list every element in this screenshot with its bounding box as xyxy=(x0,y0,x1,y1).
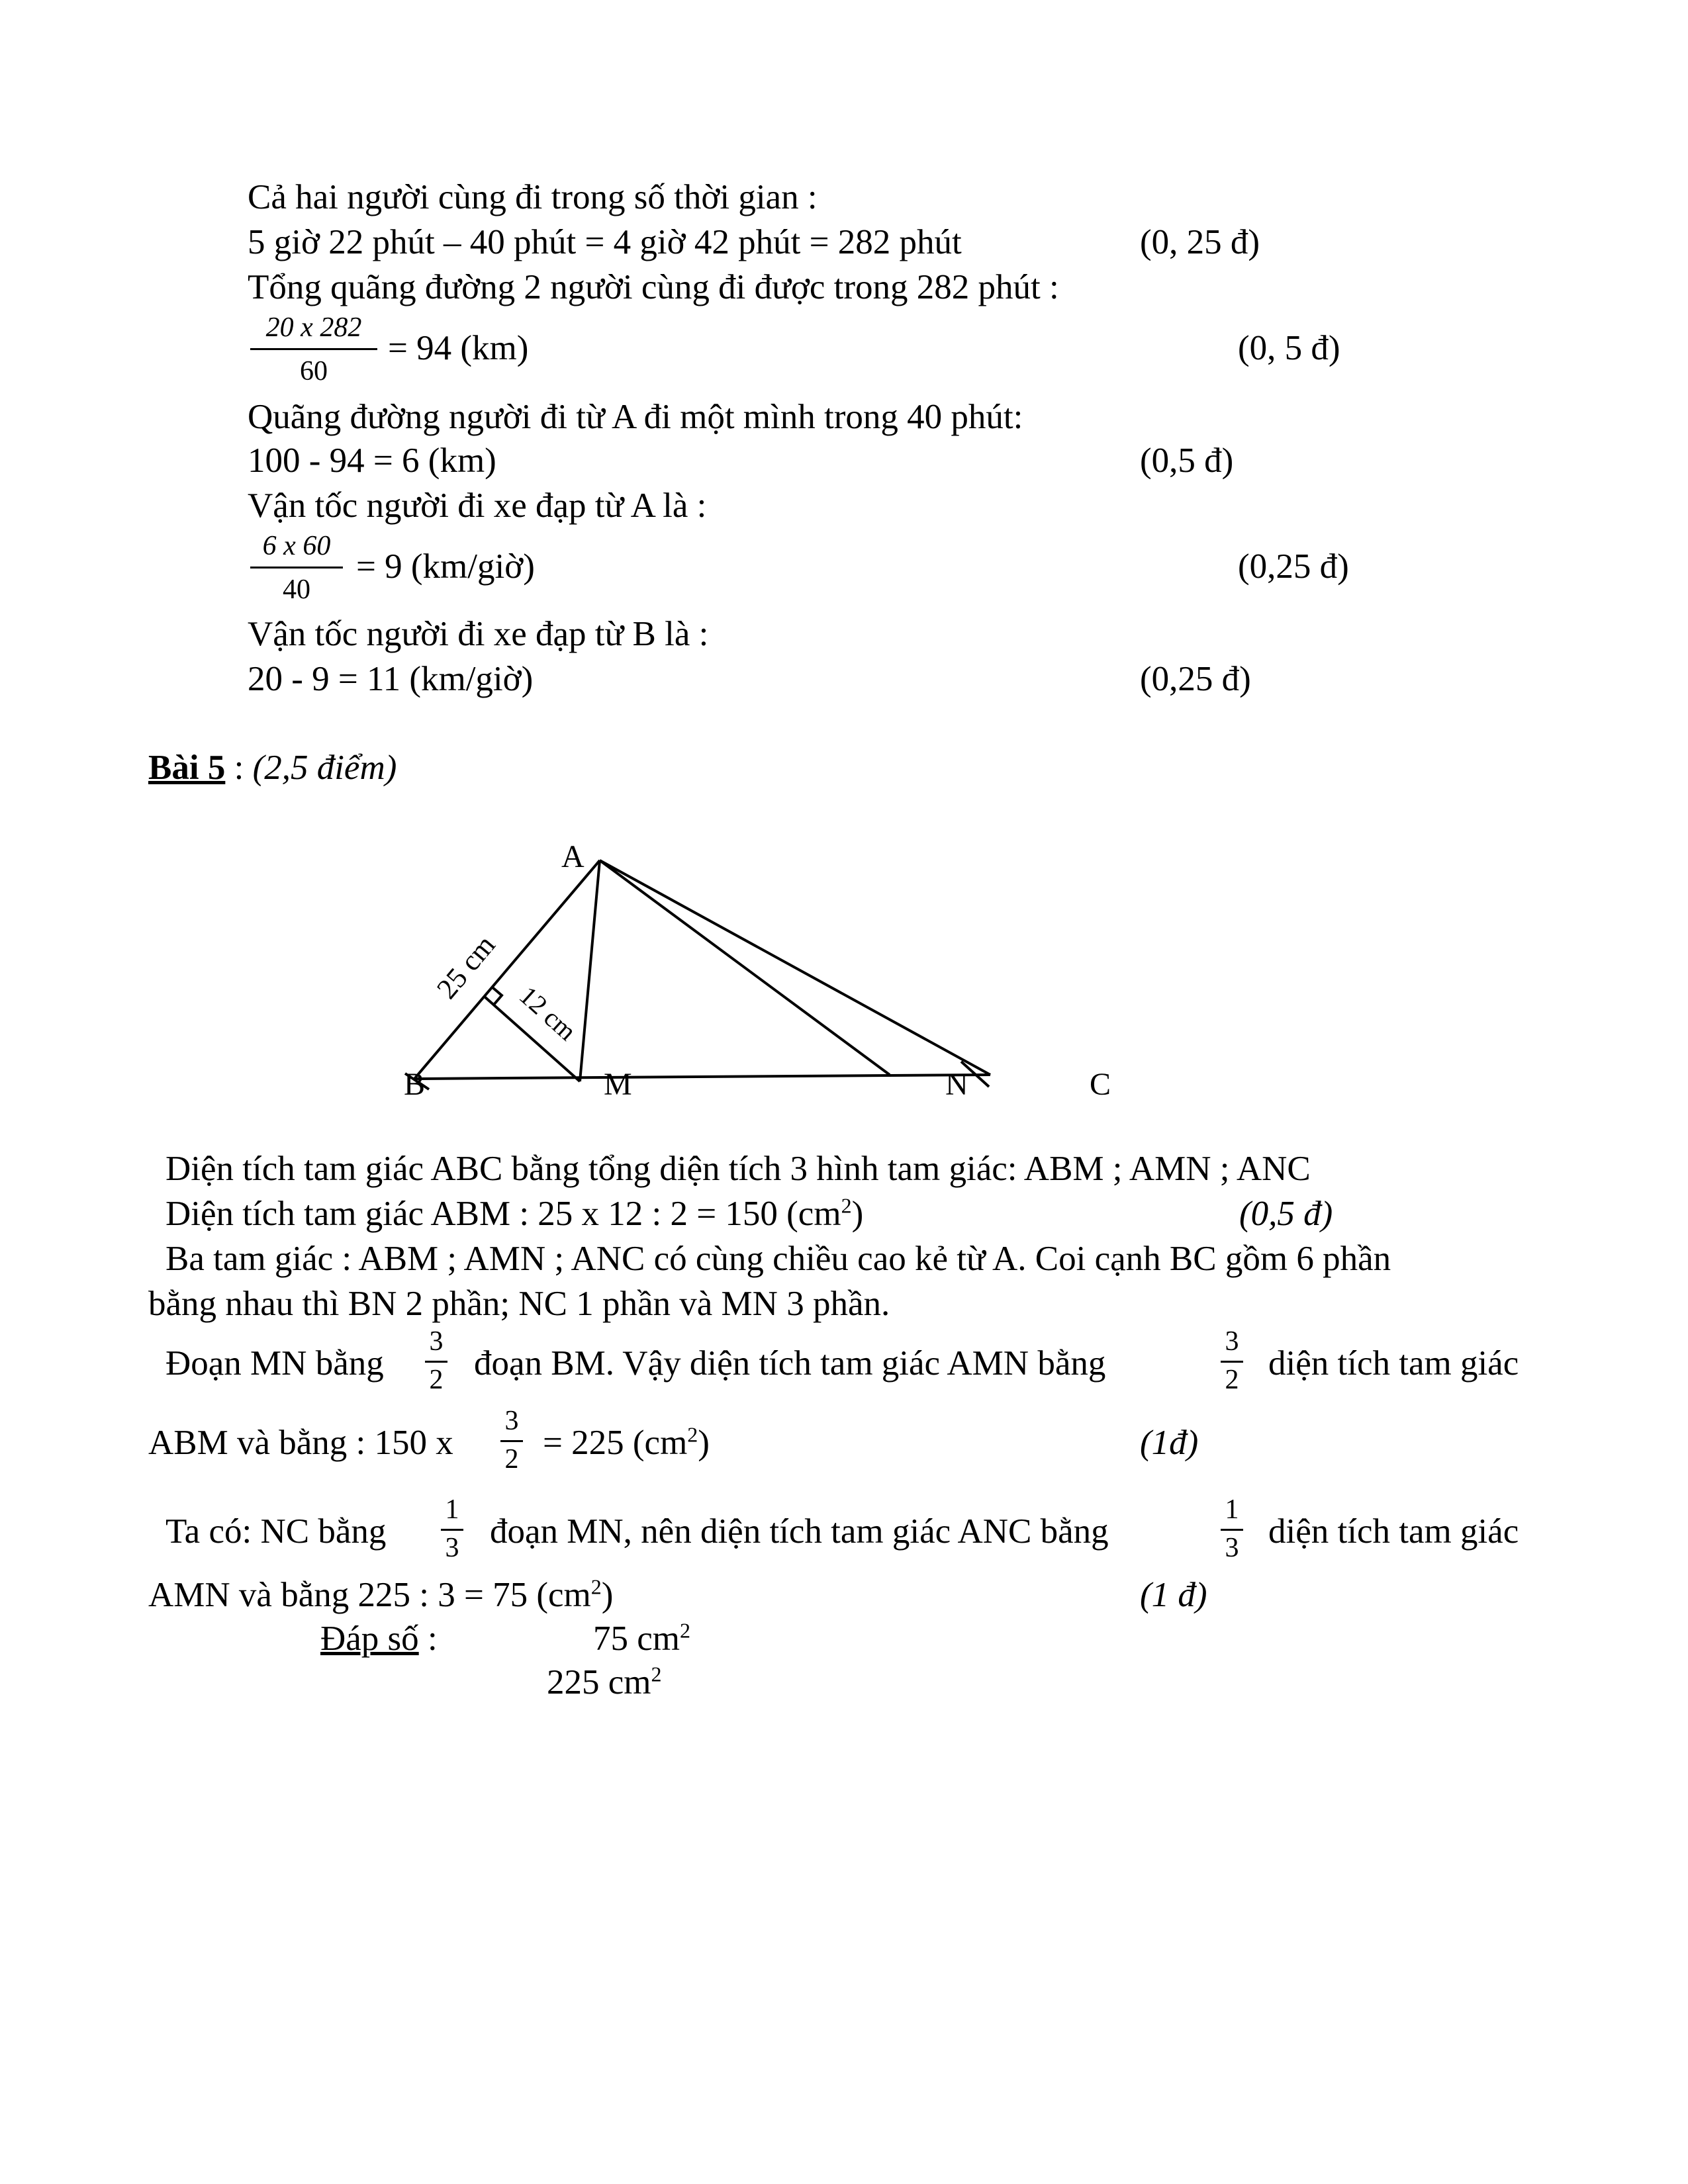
score-note: (0,25 đ) xyxy=(1238,547,1349,586)
section-title-sep: : xyxy=(225,749,253,787)
text-line: Cả hai người cùng đi trong số thời gian : xyxy=(248,178,818,216)
fraction-numerator: 3 xyxy=(429,1326,444,1357)
segment-an xyxy=(600,860,890,1075)
text-line xyxy=(165,1194,863,1234)
text-segment: đoạn BM. Vậy diện tích tam giác AMN bằng xyxy=(474,1344,1106,1383)
text-segment: Đoạn MN bằng xyxy=(165,1344,384,1383)
fraction-bar xyxy=(425,1361,447,1363)
section-title-score: (2,5 điểm) xyxy=(252,749,397,787)
text-segment: Diện tích tam giác ABM : 25 x 12 : 2 = 150 (cm xyxy=(165,1195,841,1233)
segment-ac xyxy=(600,860,990,1075)
fraction-numerator: 20 x 282 xyxy=(265,312,362,343)
superscript: 2 xyxy=(687,1422,698,1447)
answer-label-text: Đáp số xyxy=(320,1619,419,1658)
text-line: = 9 (km/giờ) xyxy=(356,547,535,586)
text-segment: ) xyxy=(698,1424,710,1462)
text-line: Vận tốc người đi xe đạp từ A là : xyxy=(248,486,707,525)
text-segment: ) xyxy=(851,1195,864,1233)
superscript: 2 xyxy=(841,1193,852,1218)
answer-value xyxy=(593,1619,690,1659)
label-m: M xyxy=(604,1067,632,1102)
segment-bc xyxy=(414,1075,990,1079)
text-segment: 225 cm xyxy=(547,1663,651,1702)
text-segment: diện tích tam giác xyxy=(1268,1344,1519,1383)
fraction-numerator: 3 xyxy=(1225,1326,1239,1357)
answer-value xyxy=(547,1662,662,1702)
fraction-denominator: 2 xyxy=(429,1365,444,1395)
text-line xyxy=(148,1575,613,1615)
height-length-label: 12 cm xyxy=(513,980,583,1046)
score-note: (1 đ) xyxy=(1140,1576,1207,1614)
text-line: Vận tốc người đi xe đạp từ B là : xyxy=(248,615,709,653)
score-note: (0, 25 đ) xyxy=(1140,223,1260,261)
fraction-numerator: 6 x 60 xyxy=(262,531,331,561)
text-segment: AMN và bằng 225 : 3 = 75 (cm xyxy=(148,1576,591,1614)
text-segment: đoạn MN, nên diện tích tam giác ANC bằng xyxy=(490,1512,1109,1551)
text-segment: Ta có: NC bằng xyxy=(165,1512,387,1551)
text-line: = 94 (km) xyxy=(388,329,529,367)
fraction-bar xyxy=(500,1440,523,1442)
text-segment: diện tích tam giác xyxy=(1268,1512,1519,1551)
side-length-label: 25 cm xyxy=(430,929,502,1005)
text-line: Tổng quãng đường 2 người cùng đi được trong 282 phút : xyxy=(248,268,1059,306)
fraction-denominator: 40 xyxy=(283,574,310,605)
superscript: 2 xyxy=(651,1662,662,1686)
score-note: (0,5 đ) xyxy=(1239,1195,1333,1233)
section-title-label: Bài 5 xyxy=(148,749,226,787)
text-line: 100 - 94 = 6 (km) xyxy=(248,441,496,480)
fraction-denominator: 2 xyxy=(1225,1365,1239,1395)
score-note: (0,5 đ) xyxy=(1140,441,1234,480)
right-angle-mark xyxy=(492,987,502,1005)
label-b: B xyxy=(404,1067,426,1102)
text-line xyxy=(543,1423,710,1463)
text-line: Ba tam giác : ABM ; AMN ; ANC có cùng chiều cao kẻ từ A. Coi cạnh BC gồm 6 phần xyxy=(165,1240,1391,1278)
fraction-denominator: 3 xyxy=(445,1533,459,1563)
text-line: bằng nhau thì BN 2 phần; NC 1 phần và MN 3 phần. xyxy=(148,1285,890,1323)
label-c: C xyxy=(1090,1067,1111,1102)
text-line: Diện tích tam giác ABC bằng tổng diện tích 3 hình tam giác: ABM ; AMN ; ANC xyxy=(165,1150,1311,1188)
fraction-denominator: 60 xyxy=(300,356,328,387)
fraction-numerator: 1 xyxy=(445,1494,459,1525)
fraction-bar xyxy=(441,1529,463,1531)
fraction-numerator: 3 xyxy=(504,1406,519,1436)
label-a: A xyxy=(561,839,585,874)
fraction-denominator: 3 xyxy=(1225,1533,1239,1563)
label-n: N xyxy=(945,1067,968,1102)
text-segment: = 225 (cm xyxy=(543,1424,688,1462)
text-line: 5 giờ 22 phút – 40 phút = 4 giờ 42 phút = 282 phút xyxy=(248,223,962,261)
segment-am xyxy=(580,860,600,1081)
text-segment: 75 cm xyxy=(593,1619,680,1658)
fraction-bar xyxy=(1221,1529,1243,1531)
score-note: (0,25 đ) xyxy=(1140,660,1251,698)
fraction-bar xyxy=(1221,1361,1243,1363)
superscript: 2 xyxy=(590,1574,602,1599)
text-segment: ABM và bằng : 150 x xyxy=(148,1424,453,1462)
superscript: 2 xyxy=(680,1618,690,1643)
fraction-denominator: 2 xyxy=(504,1444,519,1475)
fraction-numerator: 1 xyxy=(1225,1494,1239,1525)
text-line: Quãng đường người đi từ A đi một mình trong 40 phút: xyxy=(248,398,1023,436)
answer-label-sep: : xyxy=(418,1619,438,1658)
text-line: 20 - 9 = 11 (km/giờ) xyxy=(248,660,534,698)
score-note: (1đ) xyxy=(1140,1424,1199,1462)
score-note: (0, 5 đ) xyxy=(1238,329,1340,367)
answer-label xyxy=(320,1619,438,1659)
text-segment: ) xyxy=(601,1576,614,1614)
